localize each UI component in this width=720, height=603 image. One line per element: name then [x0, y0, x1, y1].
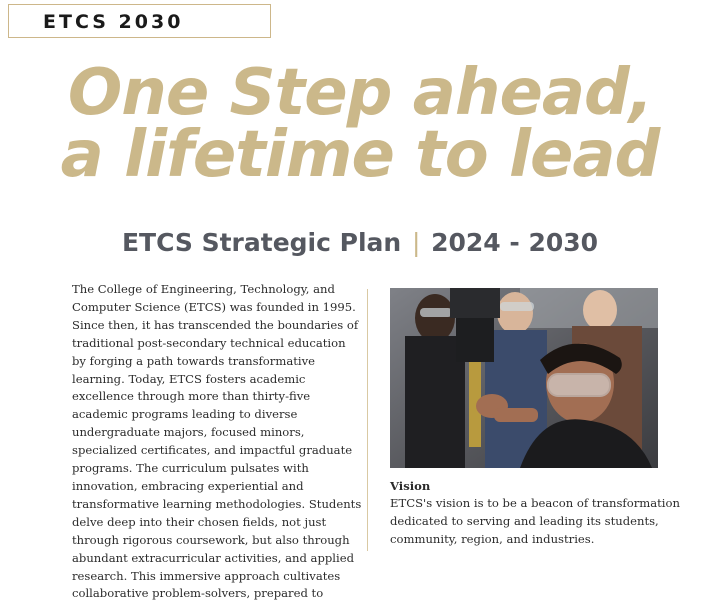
plan-years: 2024 - 2030	[431, 228, 599, 257]
header-tag-box	[8, 4, 271, 38]
headline-line-1: One Step ahead,	[67, 56, 653, 130]
plan-title	[0, 228, 720, 257]
plan-title-text: ETCS Strategic Plan	[121, 228, 402, 257]
headline-line-2: a lifetime to lead	[60, 118, 660, 192]
column-divider	[367, 289, 368, 551]
photo-illustration	[390, 288, 658, 468]
header-tag: ETCS 2030	[43, 11, 184, 33]
vision-text: ETCS's vision is to be a beacon of transformation dedicated to serving and leading its students, community, region, and industries.	[390, 496, 680, 546]
intro-paragraph: The College of Engineering, Technology, and Computer Science (ETCS) was founded in 1995. Since then, it has transcended the boundaries of traditional post-secondary technical education by forging a path towards transformative learning. Today, ETCS fosters academic excellence through more than thirty-five academic programs leading to diverse undergraduate majors, focused minors, specialized certificates, and impactful graduate programs. The curriculum pulsates with innovation, embracing experiential and transformative learning methodologies. Students delve deep into their chosen fields, not just through rigorous coursework, but also through abundant extracurricular activities, and applied research. This immersive approach cultivates collaborative problem-solvers, prepared to	[72, 282, 362, 601]
plan-title-separator: |	[411, 228, 421, 257]
vision-heading: Vision	[390, 479, 431, 493]
students-lab-photo	[390, 288, 658, 468]
